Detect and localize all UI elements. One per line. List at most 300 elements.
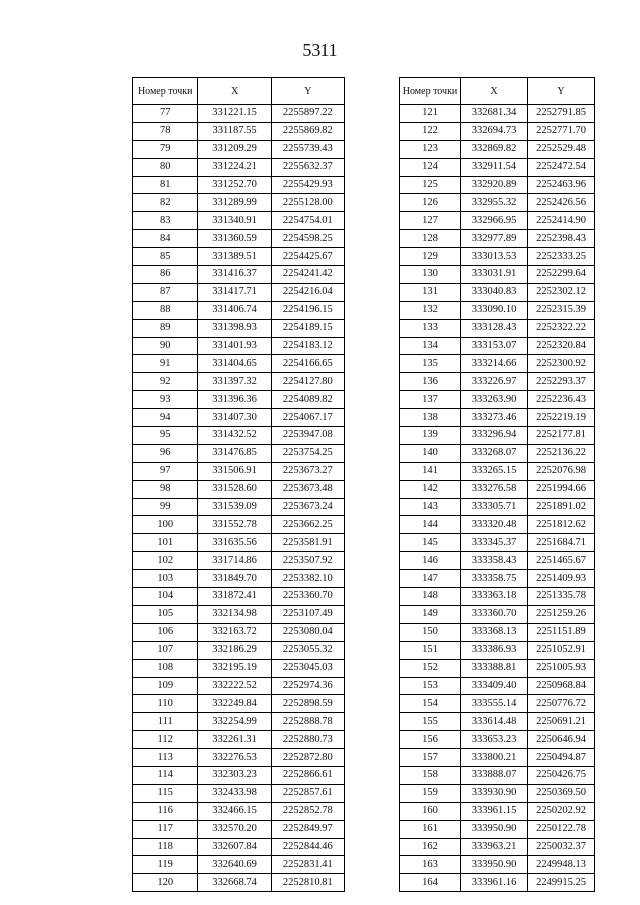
table-row	[400, 283, 595, 301]
x-coordinate-cell: 333090.10	[461, 301, 528, 319]
y-coordinate-cell: 2253673.48	[271, 480, 344, 498]
x-coordinate-cell: 331416.37	[198, 266, 271, 284]
y-coordinate-cell: 2254067.17	[271, 409, 344, 427]
x-coordinate-cell: 333040.83	[461, 283, 528, 301]
point-number-cell: 82	[133, 194, 198, 212]
y-coordinate-cell: 2250369.50	[528, 784, 595, 802]
table-row	[400, 122, 595, 140]
table-row	[133, 856, 345, 874]
x-coordinate-cell: 332681.34	[461, 105, 528, 123]
y-coordinate-cell: 2253507.92	[271, 552, 344, 570]
table-row	[400, 641, 595, 659]
y-coordinate-cell: 2250968.84	[528, 677, 595, 695]
table-row	[133, 498, 345, 516]
point-number-cell: 114	[133, 766, 198, 784]
point-number-cell: 155	[400, 713, 461, 731]
table-row	[133, 713, 345, 731]
point-number-cell: 78	[133, 122, 198, 140]
x-coordinate-cell: 331404.65	[198, 355, 271, 373]
x-coordinate-cell: 333153.07	[461, 337, 528, 355]
y-coordinate-cell: 2252293.37	[528, 373, 595, 391]
point-number-cell: 124	[400, 158, 461, 176]
table-row	[133, 444, 345, 462]
point-number-cell: 133	[400, 319, 461, 337]
table-row	[133, 391, 345, 409]
x-coordinate-cell: 331417.71	[198, 283, 271, 301]
x-coordinate-cell: 333358.43	[461, 552, 528, 570]
x-coordinate-cell: 331406.74	[198, 301, 271, 319]
table-row	[400, 659, 595, 677]
y-coordinate-cell: 2250646.94	[528, 731, 595, 749]
point-number-cell: 152	[400, 659, 461, 677]
x-coordinate-cell: 333273.46	[461, 409, 528, 427]
point-number-cell: 137	[400, 391, 461, 409]
x-coordinate-cell: 333386.93	[461, 641, 528, 659]
table-row	[133, 122, 345, 140]
table-row	[400, 820, 595, 838]
table-row	[133, 749, 345, 767]
y-coordinate-cell: 2252974.36	[271, 677, 344, 695]
point-number-cell: 122	[400, 122, 461, 140]
y-coordinate-cell: 2255869.82	[271, 122, 344, 140]
y-coordinate-cell: 2251994.66	[528, 480, 595, 498]
table-row	[400, 158, 595, 176]
point-number-cell: 128	[400, 230, 461, 248]
point-number-cell: 115	[133, 784, 198, 802]
x-coordinate-cell: 332163.72	[198, 623, 271, 641]
x-coordinate-cell: 331635.56	[198, 534, 271, 552]
x-coordinate-cell: 331360.59	[198, 230, 271, 248]
page-number: 5311	[302, 40, 338, 60]
x-coordinate-cell: 331396.36	[198, 391, 271, 409]
point-number-cell: 86	[133, 266, 198, 284]
point-number-cell: 164	[400, 874, 461, 892]
table-row	[400, 266, 595, 284]
y-coordinate-cell: 2254216.04	[271, 283, 344, 301]
y-coordinate-cell: 2254189.15	[271, 319, 344, 337]
x-coordinate-cell: 331209.29	[198, 140, 271, 158]
y-coordinate-cell: 2252791.85	[528, 105, 595, 123]
coordinates-table-right	[399, 77, 595, 892]
y-coordinate-cell: 2253080.04	[271, 623, 344, 641]
table-row	[400, 248, 595, 266]
x-coordinate-cell: 332249.84	[198, 695, 271, 713]
column-header-x: X	[461, 78, 528, 105]
table-row	[133, 355, 345, 373]
table-body-left	[133, 105, 345, 892]
y-coordinate-cell: 2252398.43	[528, 230, 595, 248]
point-number-cell: 120	[133, 874, 198, 892]
y-coordinate-cell: 2252857.61	[271, 784, 344, 802]
x-coordinate-cell: 331389.51	[198, 248, 271, 266]
table-row	[400, 856, 595, 874]
point-number-cell: 149	[400, 605, 461, 623]
point-number-cell: 107	[133, 641, 198, 659]
point-number-cell: 117	[133, 820, 198, 838]
point-number-cell: 79	[133, 140, 198, 158]
table-row	[400, 516, 595, 534]
point-number-cell: 81	[133, 176, 198, 194]
x-coordinate-cell: 333388.81	[461, 659, 528, 677]
x-coordinate-cell: 332222.52	[198, 677, 271, 695]
point-number-cell: 109	[133, 677, 198, 695]
point-number-cell: 103	[133, 570, 198, 588]
point-number-cell: 146	[400, 552, 461, 570]
table-row	[133, 588, 345, 606]
table-row	[133, 838, 345, 856]
table-row	[133, 552, 345, 570]
point-number-cell: 108	[133, 659, 198, 677]
x-coordinate-cell: 333800.21	[461, 749, 528, 767]
point-number-cell: 148	[400, 588, 461, 606]
x-coordinate-cell: 333265.15	[461, 462, 528, 480]
x-coordinate-cell: 332911.54	[461, 158, 528, 176]
table-row	[400, 802, 595, 820]
x-coordinate-cell: 331221.15	[198, 105, 271, 123]
table-row	[400, 391, 595, 409]
table-row	[400, 480, 595, 498]
x-coordinate-cell: 333950.90	[461, 820, 528, 838]
x-coordinate-cell: 332955.32	[461, 194, 528, 212]
y-coordinate-cell: 2251005.93	[528, 659, 595, 677]
x-coordinate-cell: 332668.74	[198, 874, 271, 892]
y-coordinate-cell: 2254196.15	[271, 301, 344, 319]
point-number-cell: 93	[133, 391, 198, 409]
table-row	[400, 588, 595, 606]
point-number-cell: 159	[400, 784, 461, 802]
x-coordinate-cell: 331398.93	[198, 319, 271, 337]
y-coordinate-cell: 2250494.87	[528, 749, 595, 767]
table-header-row	[400, 78, 595, 105]
y-coordinate-cell: 2252300.92	[528, 355, 595, 373]
column-header-y: Y	[271, 78, 344, 105]
table-row	[400, 713, 595, 731]
x-coordinate-cell: 331432.52	[198, 427, 271, 445]
table-row	[133, 802, 345, 820]
x-coordinate-cell: 333363.18	[461, 588, 528, 606]
table-row	[400, 498, 595, 516]
y-coordinate-cell: 2252529.48	[528, 140, 595, 158]
table-row	[133, 784, 345, 802]
table-row	[133, 230, 345, 248]
y-coordinate-cell: 2254425.67	[271, 248, 344, 266]
table-row	[400, 337, 595, 355]
table-row	[133, 820, 345, 838]
y-coordinate-cell: 2251151.89	[528, 623, 595, 641]
x-coordinate-cell: 331187.55	[198, 122, 271, 140]
point-number-cell: 156	[400, 731, 461, 749]
point-number-cell: 138	[400, 409, 461, 427]
x-coordinate-cell: 333950.90	[461, 856, 528, 874]
y-coordinate-cell: 2252844.46	[271, 838, 344, 856]
x-coordinate-cell: 331224.21	[198, 158, 271, 176]
y-coordinate-cell: 2252177.81	[528, 427, 595, 445]
y-coordinate-cell: 2251259.26	[528, 605, 595, 623]
y-coordinate-cell: 2252831.41	[271, 856, 344, 874]
y-coordinate-cell: 2251052.91	[528, 641, 595, 659]
x-coordinate-cell: 333226.97	[461, 373, 528, 391]
point-number-cell: 97	[133, 462, 198, 480]
point-number-cell: 125	[400, 176, 461, 194]
table-row	[133, 695, 345, 713]
y-coordinate-cell: 2252302.12	[528, 283, 595, 301]
table-row	[133, 194, 345, 212]
y-coordinate-cell: 2254598.25	[271, 230, 344, 248]
table-row	[400, 194, 595, 212]
table-row	[133, 480, 345, 498]
x-coordinate-cell: 332570.20	[198, 820, 271, 838]
x-coordinate-cell: 332276.53	[198, 749, 271, 767]
y-coordinate-cell: 2249915.25	[528, 874, 595, 892]
y-coordinate-cell: 2252219.19	[528, 409, 595, 427]
x-coordinate-cell: 333555.14	[461, 695, 528, 713]
y-coordinate-cell: 2251891.02	[528, 498, 595, 516]
x-coordinate-cell: 331252.70	[198, 176, 271, 194]
y-coordinate-cell: 2253055.32	[271, 641, 344, 659]
y-coordinate-cell: 2253360.70	[271, 588, 344, 606]
point-number-cell: 104	[133, 588, 198, 606]
x-coordinate-cell: 333031.91	[461, 266, 528, 284]
y-coordinate-cell: 2251684.71	[528, 534, 595, 552]
point-number-cell: 160	[400, 802, 461, 820]
x-coordinate-cell: 332134.98	[198, 605, 271, 623]
table-row	[400, 534, 595, 552]
point-number-cell: 94	[133, 409, 198, 427]
x-coordinate-cell: 333961.16	[461, 874, 528, 892]
y-coordinate-cell: 2253581.91	[271, 534, 344, 552]
y-coordinate-cell: 2252898.59	[271, 695, 344, 713]
x-coordinate-cell: 332186.29	[198, 641, 271, 659]
table-row	[400, 462, 595, 480]
y-coordinate-cell: 2254754.01	[271, 212, 344, 230]
table-row	[133, 427, 345, 445]
x-coordinate-cell: 333360.70	[461, 605, 528, 623]
table-row	[133, 337, 345, 355]
x-coordinate-cell: 332966.95	[461, 212, 528, 230]
table-row	[400, 444, 595, 462]
point-number-cell: 119	[133, 856, 198, 874]
y-coordinate-cell: 2252315.39	[528, 301, 595, 319]
x-coordinate-cell: 333268.07	[461, 444, 528, 462]
point-number-cell: 113	[133, 749, 198, 767]
x-coordinate-cell: 333368.13	[461, 623, 528, 641]
x-coordinate-cell: 333614.48	[461, 713, 528, 731]
point-number-cell: 99	[133, 498, 198, 516]
table-row	[400, 695, 595, 713]
table-row	[400, 409, 595, 427]
point-number-cell: 151	[400, 641, 461, 659]
x-coordinate-cell: 333961.15	[461, 802, 528, 820]
y-coordinate-cell: 2255429.93	[271, 176, 344, 194]
y-coordinate-cell: 2252076.98	[528, 462, 595, 480]
y-coordinate-cell: 2255739.43	[271, 140, 344, 158]
table-row	[133, 283, 345, 301]
x-coordinate-cell: 333358.75	[461, 570, 528, 588]
y-coordinate-cell: 2250776.72	[528, 695, 595, 713]
x-coordinate-cell: 333345.37	[461, 534, 528, 552]
table-row	[400, 570, 595, 588]
point-number-cell: 92	[133, 373, 198, 391]
y-coordinate-cell: 2251409.93	[528, 570, 595, 588]
y-coordinate-cell: 2255128.00	[271, 194, 344, 212]
table-row	[400, 105, 595, 123]
y-coordinate-cell: 2252771.70	[528, 122, 595, 140]
table-row	[133, 605, 345, 623]
table-row	[400, 623, 595, 641]
point-number-cell: 89	[133, 319, 198, 337]
table-row	[133, 176, 345, 194]
y-coordinate-cell: 2252866.61	[271, 766, 344, 784]
y-coordinate-cell: 2253673.27	[271, 462, 344, 480]
point-number-cell: 142	[400, 480, 461, 498]
point-number-cell: 131	[400, 283, 461, 301]
y-coordinate-cell: 2253947.08	[271, 427, 344, 445]
y-coordinate-cell: 2252852.78	[271, 802, 344, 820]
point-number-cell: 80	[133, 158, 198, 176]
x-coordinate-cell: 333276.58	[461, 480, 528, 498]
table-row	[400, 140, 595, 158]
point-number-cell: 101	[133, 534, 198, 552]
table-row	[133, 874, 345, 892]
table-row	[133, 462, 345, 480]
y-coordinate-cell: 2254183.12	[271, 337, 344, 355]
table-row	[400, 605, 595, 623]
x-coordinate-cell: 332466.15	[198, 802, 271, 820]
point-number-cell: 116	[133, 802, 198, 820]
x-coordinate-cell: 331340.91	[198, 212, 271, 230]
table-row	[133, 373, 345, 391]
y-coordinate-cell: 2254127.80	[271, 373, 344, 391]
point-number-cell: 118	[133, 838, 198, 856]
y-coordinate-cell: 2249948.13	[528, 856, 595, 874]
table-row	[400, 749, 595, 767]
point-number-cell: 132	[400, 301, 461, 319]
y-coordinate-cell: 2252849.97	[271, 820, 344, 838]
x-coordinate-cell: 333305.71	[461, 498, 528, 516]
point-number-cell: 153	[400, 677, 461, 695]
table-row	[400, 176, 595, 194]
y-coordinate-cell: 2250691.21	[528, 713, 595, 731]
column-header-x: X	[198, 78, 271, 105]
table-row	[133, 212, 345, 230]
point-number-cell: 150	[400, 623, 461, 641]
point-number-cell: 139	[400, 427, 461, 445]
y-coordinate-cell: 2253045.03	[271, 659, 344, 677]
point-number-cell: 90	[133, 337, 198, 355]
table-row	[133, 140, 345, 158]
x-coordinate-cell: 332869.82	[461, 140, 528, 158]
point-number-cell: 105	[133, 605, 198, 623]
x-coordinate-cell: 331401.93	[198, 337, 271, 355]
x-coordinate-cell: 331528.60	[198, 480, 271, 498]
point-number-cell: 143	[400, 498, 461, 516]
y-coordinate-cell: 2252320.84	[528, 337, 595, 355]
y-coordinate-cell: 2252136.22	[528, 444, 595, 462]
y-coordinate-cell: 2254166.65	[271, 355, 344, 373]
y-coordinate-cell: 2251465.67	[528, 552, 595, 570]
table-row	[400, 552, 595, 570]
x-coordinate-cell: 333963.21	[461, 838, 528, 856]
table-row	[133, 266, 345, 284]
x-coordinate-cell: 332261.31	[198, 731, 271, 749]
x-coordinate-cell: 331714.86	[198, 552, 271, 570]
point-number-cell: 123	[400, 140, 461, 158]
table-row	[400, 766, 595, 784]
x-coordinate-cell: 332254.99	[198, 713, 271, 731]
y-coordinate-cell: 2254089.82	[271, 391, 344, 409]
column-header-point: Номер точки	[133, 78, 198, 105]
x-coordinate-cell: 333653.23	[461, 731, 528, 749]
y-coordinate-cell: 2252872.80	[271, 749, 344, 767]
x-coordinate-cell: 333128.43	[461, 319, 528, 337]
y-coordinate-cell: 2250202.92	[528, 802, 595, 820]
point-number-cell: 91	[133, 355, 198, 373]
point-number-cell: 98	[133, 480, 198, 498]
point-number-cell: 84	[133, 230, 198, 248]
x-coordinate-cell: 333320.48	[461, 516, 528, 534]
point-number-cell: 145	[400, 534, 461, 552]
x-coordinate-cell: 332694.73	[461, 122, 528, 140]
table-row	[400, 784, 595, 802]
point-number-cell: 100	[133, 516, 198, 534]
point-number-cell: 102	[133, 552, 198, 570]
table-row	[400, 230, 595, 248]
table-row	[400, 874, 595, 892]
y-coordinate-cell: 2251335.78	[528, 588, 595, 606]
x-coordinate-cell: 333013.53	[461, 248, 528, 266]
point-number-cell: 130	[400, 266, 461, 284]
y-coordinate-cell: 2250032.37	[528, 838, 595, 856]
x-coordinate-cell: 333263.90	[461, 391, 528, 409]
table-row	[133, 623, 345, 641]
x-coordinate-cell: 333214.66	[461, 355, 528, 373]
point-number-cell: 158	[400, 766, 461, 784]
table-row	[133, 516, 345, 534]
y-coordinate-cell: 2252299.64	[528, 266, 595, 284]
x-coordinate-cell: 331289.99	[198, 194, 271, 212]
x-coordinate-cell: 333296.94	[461, 427, 528, 445]
x-coordinate-cell: 331476.85	[198, 444, 271, 462]
table-row	[133, 319, 345, 337]
y-coordinate-cell: 2255897.22	[271, 105, 344, 123]
point-number-cell: 127	[400, 212, 461, 230]
table-header-row	[133, 78, 345, 105]
table-row	[133, 158, 345, 176]
table-row	[133, 301, 345, 319]
point-number-cell: 144	[400, 516, 461, 534]
point-number-cell: 157	[400, 749, 461, 767]
x-coordinate-cell: 331872.41	[198, 588, 271, 606]
point-number-cell: 85	[133, 248, 198, 266]
point-number-cell: 77	[133, 105, 198, 123]
table-row	[400, 373, 595, 391]
y-coordinate-cell: 2252426.56	[528, 194, 595, 212]
point-number-cell: 136	[400, 373, 461, 391]
point-number-cell: 112	[133, 731, 198, 749]
point-number-cell: 163	[400, 856, 461, 874]
point-number-cell: 141	[400, 462, 461, 480]
point-number-cell: 162	[400, 838, 461, 856]
table-row	[133, 105, 345, 123]
x-coordinate-cell: 332607.84	[198, 838, 271, 856]
column-header-y: Y	[528, 78, 595, 105]
x-coordinate-cell: 332977.89	[461, 230, 528, 248]
table-row	[133, 677, 345, 695]
table-row	[400, 731, 595, 749]
table-row	[400, 838, 595, 856]
y-coordinate-cell: 2253754.25	[271, 444, 344, 462]
y-coordinate-cell: 2251812.62	[528, 516, 595, 534]
